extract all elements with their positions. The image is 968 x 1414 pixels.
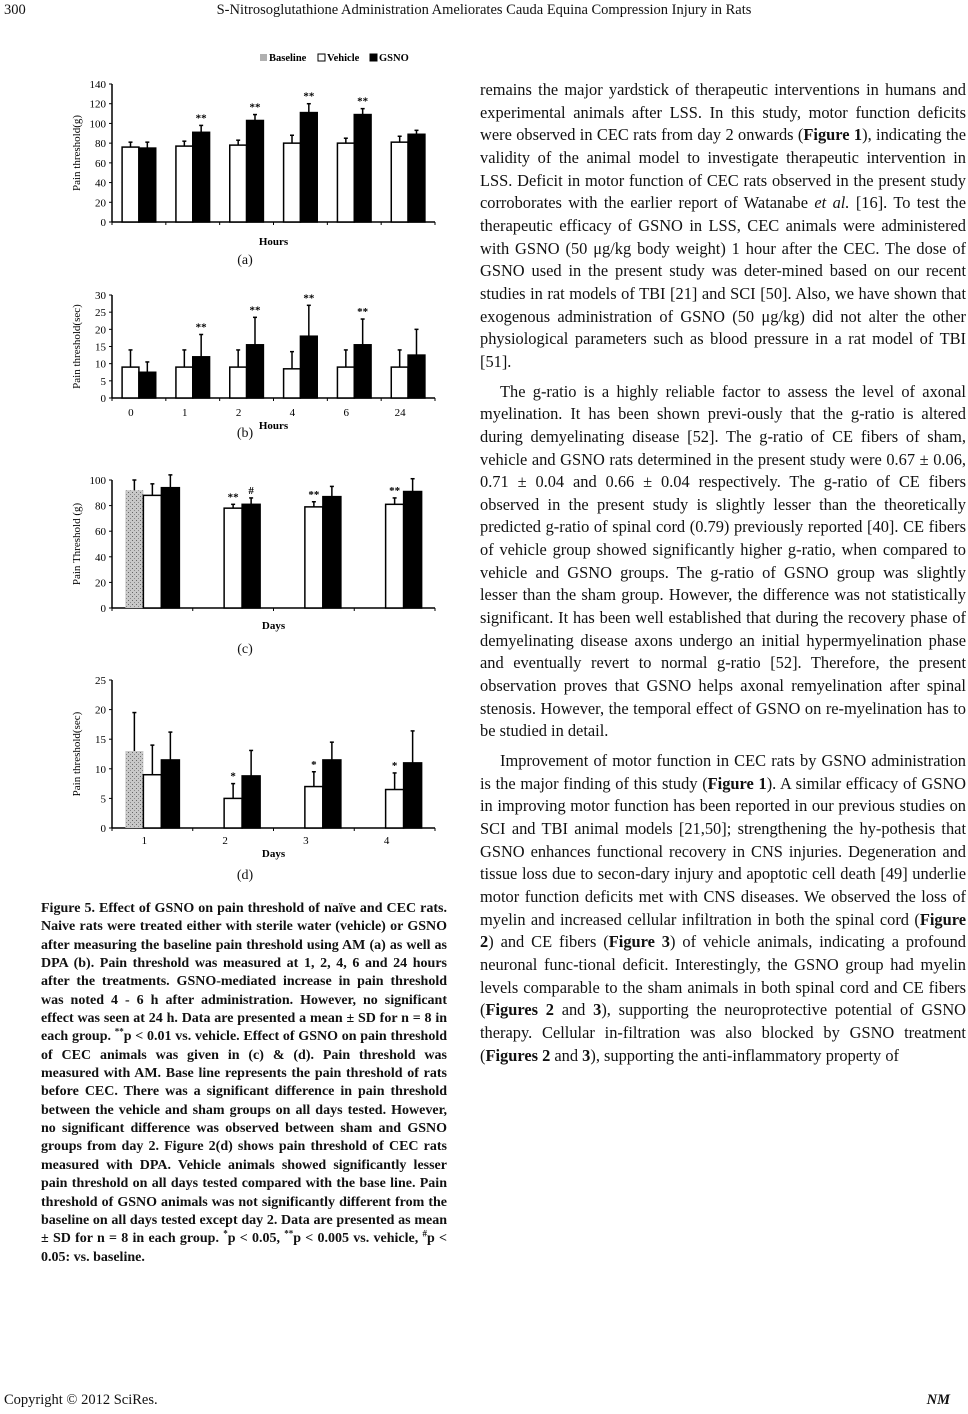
bar-gsno — [404, 492, 422, 608]
bar-gsno — [193, 132, 210, 222]
bar-gsno — [242, 776, 260, 828]
bar-vehicle — [224, 508, 242, 608]
legend-label: Vehicle — [327, 53, 360, 64]
bar-vehicle — [224, 798, 242, 828]
text-run: ), supporting the neuroprotective potential of GSNO therapy. Cellular in-filtration was also blocked by GSNO treatment ( — [480, 1000, 966, 1065]
x-axis-label: Hours — [258, 420, 289, 430]
bar-vehicle — [230, 145, 247, 222]
legend-swatch — [318, 54, 325, 61]
bar-vehicle — [122, 367, 139, 398]
text-run: p < 0.05: vs. baseline. — [41, 1231, 448, 1265]
significance-mark: * — [311, 758, 317, 771]
y-tick-label: 60 — [95, 157, 106, 170]
significance-mark: ** — [303, 292, 315, 305]
panel-label-b: (b) — [236, 426, 254, 441]
x-tick-label: 2 — [222, 835, 228, 847]
y-tick-label: 20 — [95, 324, 106, 337]
x-tick-label: 0 — [128, 407, 134, 419]
legend-swatch — [370, 54, 377, 61]
bar-vehicle — [391, 367, 408, 398]
legend-swatch — [260, 54, 267, 61]
bar-gsno — [404, 763, 422, 828]
figure-reference: 3 — [593, 1000, 602, 1020]
paragraph — [480, 381, 966, 744]
journal-abbrev: NM — [926, 1392, 950, 1408]
bar-gsno — [354, 345, 371, 398]
y-axis-label: Pain threshold(sec) — [71, 304, 83, 389]
text-run: Improvement of motor function in CEC rats by GSNO administration is the major finding of this study ( — [480, 751, 966, 793]
significance-mark: ** — [389, 484, 401, 497]
significance-mark: ** — [195, 112, 207, 125]
text-run: The g-ratio is a highly reliable factor to assess the level of axonal myelination. It has been shown previ-ously that the g-ratio is altered during demyelinating disease [52]. The g-ratio of CE fibers of sham, vehicle and GSNO rats determined in the present study were 0.67 ± 0.06, 0.71 ± 0.04 and 0.66 ± 0.04 respectively. The g-ratio of CE fibers observed in the present study is slightly lesser than the theoretically predicted g-ratio of spinal cord (0.79) previously reported [40]. CE fibers of vehicle group showed significantly higher g-ratio, when compared to vehicle and GSNO groups. The g-ratio of GSNO group was slightly lesser than the sham group. However, the difference was not statistically significant. It has been well established that during the recovery phase of demyelinating disease axons undergo an initial hypermyelination phase and eventually revert to normal g-ratio [52]. Therefore, the present observation proves that GSNO helps axonal remyelination after spinal stenosis. However, the temporal effect of GSNO on re-myelination has to be studied in detail. — [480, 381, 966, 741]
y-tick-label: 5 — [100, 375, 106, 388]
figure-reference: Figure 3 — [608, 932, 671, 952]
x-tick-label: 4 — [383, 835, 390, 847]
text-run: [16]. To test the therapeutic efficacy of GSNO in LSS, CEC animals were administered with GSNO (50 μg/kg body weight) 1 hour after the CEC. The dose of GSNO used in the present study was deter-mined based on our recent studies in rat models of TBI [21] and SCI [50]. Also, we have shown that exogenous administration of GSNO (50 μg/kg) did not alter the other physiological parameters such as blood pressure in a rat model of TBI [51]. — [480, 193, 966, 371]
x-tick-label: 6 — [343, 407, 349, 419]
y-tick-label: 10 — [95, 358, 106, 371]
bar-vehicle — [230, 367, 247, 398]
text-run: ) of vehicle animals, indicating a profound neuronal func-tional deficit. Interestingly, the GSNO group had myelin levels comparable to the sham animals in both spinal cord and CE fibers ( — [480, 932, 966, 1020]
figure-reference: Figures 2 — [485, 1000, 554, 1020]
y-tick-label: 60 — [95, 526, 106, 539]
text-run: p < 0.05, — [227, 1231, 285, 1247]
chart-b — [40, 282, 450, 430]
significance-mark: * — [391, 759, 398, 772]
panel-label-d: (d) — [236, 868, 254, 883]
y-tick-label: 10 — [95, 763, 106, 776]
bar-baseline — [125, 490, 143, 608]
y-tick-label: 25 — [95, 675, 106, 687]
superscript: * — [223, 1228, 228, 1239]
figure-reference: Figure 1 — [707, 773, 767, 793]
page-number: 300 — [4, 2, 26, 18]
legend-label: Baseline — [269, 53, 307, 64]
bar-vehicle — [176, 367, 193, 398]
bar-vehicle — [176, 146, 193, 222]
running-header — [0, 0, 968, 22]
significance-mark: ** — [303, 90, 315, 103]
bar-baseline — [125, 751, 143, 828]
bar-gsno — [247, 120, 264, 222]
superscript: ** — [114, 1026, 124, 1037]
bar-gsno — [242, 504, 260, 608]
bar-gsno — [408, 355, 425, 398]
x-tick-label: 1 — [182, 407, 188, 419]
bar-vehicle — [122, 147, 139, 222]
bar-vehicle — [143, 775, 161, 828]
bar-vehicle — [337, 143, 354, 222]
bar-vehicle — [386, 790, 404, 828]
y-tick-label: 0 — [100, 603, 106, 615]
bar-vehicle — [284, 143, 301, 222]
y-tick-label: 100 — [89, 118, 106, 131]
x-axis-label: Hours — [258, 236, 289, 248]
body-text-column — [480, 79, 966, 1067]
x-tick-label: 24 — [394, 407, 406, 419]
bar-gsno — [300, 336, 317, 398]
superscript: ** — [284, 1228, 294, 1239]
panel-label-c: (c) — [237, 642, 253, 657]
bar-gsno — [247, 345, 264, 398]
y-tick-label: 30 — [95, 290, 106, 302]
x-axis-label: Days — [261, 848, 286, 860]
paragraph — [480, 750, 966, 1067]
y-tick-label: 15 — [95, 341, 106, 354]
y-tick-label: 120 — [89, 98, 106, 111]
bar-gsno — [139, 372, 156, 398]
text-run: ) and CE fibers ( — [488, 932, 609, 952]
significance-mark: ** — [249, 304, 261, 317]
chart-a — [40, 40, 450, 252]
x-tick-label: 2 — [235, 407, 242, 419]
y-tick-label: 0 — [100, 217, 106, 229]
y-axis-label: Pain threshold(sec) — [71, 711, 83, 797]
panel-label-a: (a) — [237, 253, 253, 268]
bar-vehicle — [386, 504, 404, 608]
text-run: p < 0.01 vs. vehicle. Effect of GSNO on pain threshold of CEC animals was given in (c) & (d). Pain threshold was measured with AM. Base line represents the pain threshold of rats before CEC. There was a significant difference in pain threshold between the vehicle and sham groups on all days tested. However, no significant difference was observed between sham and GSNO groups from day 2. Figure 2(d) shows pain threshold of CEC rats measured with DPA. Vehicle animals showed significantly lesser pain threshold on all days tested compared with the base line. Pain threshold of GSNO animals was not significantly different from the baseline on all days tested except day 2. Data are presented as mean ± SD for n = 8 in each group. — [41, 1029, 448, 1247]
significance-mark: ** — [249, 101, 261, 114]
bar-gsno — [161, 760, 179, 828]
y-tick-label: 5 — [100, 793, 106, 806]
text-run: remains the major yardstick of therapeutic interventions in humans and experimental animals after LSS. In this study, motor function deficits were observed in CEC rats from day 2 onwards ( — [480, 80, 966, 145]
y-tick-label: 80 — [95, 138, 106, 151]
bar-gsno — [161, 488, 179, 608]
bar-vehicle — [305, 787, 323, 828]
significance-mark: ** — [357, 306, 369, 319]
significance-mark: # — [248, 484, 254, 497]
copyright: Copyright © 2012 SciRes. — [4, 1392, 158, 1408]
text-run: ), supporting the anti-inflammatory property of — [590, 1045, 899, 1065]
bar-vehicle — [305, 507, 323, 608]
y-tick-label: 20 — [95, 704, 106, 717]
running-title: S-Nitrosoglutathione Administration Ameliorates Cauda Equina Compression Injury in Rats — [216, 2, 752, 18]
text-run: ), indicating the validity of the animal model to investigate therapeutic intervention in LSS. Deficit in motor function of CEC rats observed in the present study corroborates with the earlier report of Watanabe — [480, 125, 966, 213]
y-tick-label: 20 — [95, 197, 106, 210]
y-tick-label: 40 — [95, 551, 106, 564]
bar-gsno — [323, 497, 341, 608]
x-tick-label: 3 — [303, 835, 309, 847]
y-tick-label: 40 — [95, 177, 106, 190]
bar-vehicle — [337, 367, 354, 398]
bar-vehicle — [284, 369, 301, 398]
chart-c — [40, 464, 450, 634]
bar-gsno — [300, 113, 317, 222]
significance-mark: ** — [195, 321, 207, 334]
bar-gsno — [354, 115, 371, 222]
x-tick-label: 1 — [141, 835, 148, 847]
paragraph — [480, 79, 966, 374]
y-tick-label: 0 — [100, 393, 106, 405]
superscript: # — [422, 1228, 427, 1239]
y-tick-label: 20 — [95, 577, 106, 590]
text-run: p < 0.005 vs. vehicle, — [293, 1231, 423, 1247]
figure-reference: Figure 2 — [480, 909, 966, 952]
text-run: and — [550, 1045, 583, 1065]
text-run: Figure 5. Effect of GSNO on pain threshold of naïve and CEC rats. Naive rats were treated either with sterile water (vehicle) or GSNO after measuring the baseline pain threshold using AM (a) as well as DPA (b). Pain threshold was measured at 1, 2, 4, 6 and 24 hours after the treatments. GSNO-mediated increase in pain threshold was noted 4 - 6 h after administration. However, no significant effect was seen at 24 h. Data are presented a mean ± SD for n = 8 in each group. — [41, 901, 447, 1045]
significance-mark: * — [230, 770, 236, 783]
chart-d — [40, 668, 450, 860]
y-tick-label: 0 — [100, 823, 106, 835]
figure-reference: Figure 1 — [803, 125, 863, 145]
x-tick-label: 4 — [289, 407, 296, 419]
y-tick-label: 15 — [95, 734, 106, 747]
y-axis-label: Pain Threshold (g) — [71, 502, 83, 586]
legend-label: GSNO — [379, 53, 409, 64]
y-tick-label: 100 — [89, 475, 106, 487]
bar-vehicle — [391, 142, 408, 222]
significance-mark: ** — [357, 95, 369, 108]
significance-mark: ** — [227, 491, 239, 504]
text-run: et al. — [814, 193, 850, 213]
y-axis-label: Pain threshold(g) — [71, 114, 83, 192]
bar-gsno — [408, 134, 425, 222]
significance-mark: ** — [308, 488, 320, 501]
text-run: ). A similar efficacy of GSNO in improving motor function has been reported in our previous studies on SCI and TBI animal models [21,50]; strengthening the hy-pothesis that GSNO enhances functional recovery in CNS injuries. Degeneration and tissue loss due to secon-dary injury and apoptotic cell death [49] underlie motor function deficits met with CNS diseases. We observed the loss of myelin and increased cellular infiltration in both the spinal cord ( — [480, 773, 966, 929]
y-tick-label: 25 — [95, 307, 106, 320]
bar-gsno — [193, 357, 210, 398]
figure-caption — [41, 900, 447, 1267]
y-tick-label: 140 — [89, 79, 106, 91]
text-run: and — [553, 1000, 594, 1020]
x-axis-label: Days — [261, 620, 286, 632]
figure-reference: Figures 2 — [485, 1045, 551, 1065]
bar-gsno — [139, 148, 156, 222]
y-tick-label: 80 — [95, 500, 106, 513]
bar-vehicle — [143, 495, 161, 608]
figure-reference: 3 — [582, 1045, 591, 1065]
bar-gsno — [323, 760, 341, 828]
